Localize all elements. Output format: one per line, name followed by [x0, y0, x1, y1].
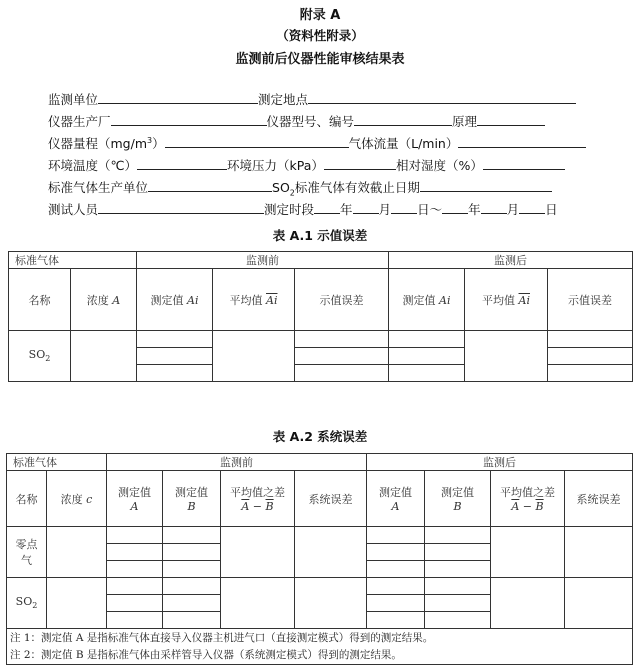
- t2-cell[interactable]: [425, 578, 491, 595]
- flow-label: 气体流量（L/min）: [348, 136, 459, 151]
- t1-cell[interactable]: [548, 331, 633, 348]
- t1-cell[interactable]: [389, 331, 465, 348]
- t1-cell[interactable]: [389, 365, 465, 382]
- field-row-1: [48, 90, 576, 108]
- t2-cell[interactable]: [107, 527, 163, 544]
- period-label: 测定时段: [264, 202, 315, 217]
- unit-blank[interactable]: [98, 92, 258, 104]
- site-blank[interactable]: [308, 92, 576, 104]
- t1-before-header: 监测前: [137, 252, 389, 269]
- range-label: 仪器量程（mg/m: [48, 136, 147, 151]
- t1-cell[interactable]: [295, 365, 389, 382]
- t2-conc-header: 浓度 c: [47, 471, 107, 527]
- t2-meas-b-before-header: 测定值 B: [163, 471, 221, 527]
- std-maker-label: 标准气体生产单位: [48, 180, 149, 195]
- principle-label: 原理: [452, 114, 478, 129]
- t1-cell[interactable]: [295, 331, 389, 348]
- form-title: 监测前后仪器性能审核结果表: [235, 52, 405, 67]
- t2-so2-cell: $SO_2$: [7, 578, 47, 629]
- site-label: 测定地点: [258, 92, 309, 107]
- t2-meas-a-after-header: 测定值 A: [367, 471, 425, 527]
- note-1: 注 1：测定值 A 是指标准气体直接导入仪器主机进气口（直接测定模式）得到的测定结果。: [10, 632, 434, 644]
- t2-sys-error-before-header: 系统误差: [295, 471, 367, 527]
- t2-avg-diff-after-header: 平均值之差 $\overline{A} - \overline{B}$: [491, 471, 565, 527]
- t2-cell[interactable]: [491, 527, 565, 578]
- t2-avg-diff-before-header: 平均值之差 $\overline{A} - \overline{B}$: [221, 471, 295, 527]
- t2-sys-error-after-header: 系统误差: [565, 471, 633, 527]
- t2-cell[interactable]: [425, 527, 491, 544]
- t1-measured-before-header: 测定值 Ai: [137, 269, 213, 331]
- t2-name-header: 名称: [7, 471, 47, 527]
- t2-before-header: 监测前: [107, 454, 367, 471]
- t2-cell[interactable]: [367, 595, 425, 612]
- flow-blank[interactable]: [458, 136, 586, 148]
- year2-label: 年: [468, 202, 481, 217]
- t1-error-before-header: 示值误差: [295, 269, 389, 331]
- t1-cell[interactable]: [137, 365, 213, 382]
- temp-blank[interactable]: [137, 158, 227, 170]
- t2-cell[interactable]: [107, 595, 163, 612]
- day2-blank[interactable]: [519, 202, 545, 214]
- t2-cell[interactable]: [367, 561, 425, 578]
- t2-cell[interactable]: [295, 578, 367, 629]
- model-blank[interactable]: [354, 114, 452, 126]
- year2-blank[interactable]: [442, 202, 468, 214]
- year-blank[interactable]: [314, 202, 340, 214]
- t1-cell[interactable]: [137, 331, 213, 348]
- t1-avg-after-header: 平均值 $\overline{Ai}$: [465, 269, 548, 331]
- temp-label: 环境温度（℃）: [48, 158, 138, 173]
- day2-label: 日: [545, 202, 558, 217]
- month-label: 月: [378, 202, 392, 217]
- t1-cell[interactable]: [548, 348, 633, 365]
- t2-cell[interactable]: [163, 612, 221, 629]
- t2-cell[interactable]: [163, 561, 221, 578]
- t2-cell[interactable]: [491, 578, 565, 629]
- table-a2-caption: 表 A.2 系统误差: [272, 429, 368, 444]
- so2-valid-blank[interactable]: [420, 180, 552, 192]
- t1-conc-header: 浓度 A: [71, 269, 137, 331]
- t2-cell[interactable]: [367, 578, 425, 595]
- humidity-blank[interactable]: [483, 158, 565, 170]
- pressure-blank[interactable]: [324, 158, 396, 170]
- t2-std-gas-header: 标准气体: [7, 454, 107, 471]
- t1-measured-after-header: 测定值 Ai: [389, 269, 465, 331]
- t2-cell[interactable]: [367, 544, 425, 561]
- appendix-type: （资料性附录）: [276, 28, 364, 43]
- t2-cell[interactable]: [107, 561, 163, 578]
- t2-meas-a-before-header: 测定值 A: [107, 471, 163, 527]
- pressure-label: 环境压力（kPa）: [227, 158, 324, 173]
- t1-cell[interactable]: [465, 331, 548, 382]
- tester-label: 测试人员: [48, 202, 99, 217]
- t1-error-after-header: 示值误差: [548, 269, 633, 331]
- t1-cell[interactable]: [137, 348, 213, 365]
- field-row-3: [48, 134, 586, 152]
- t2-cell[interactable]: [367, 527, 425, 544]
- note-2: 注 2：测定值 B 是指标准气体由采样管导入仪器（系统测定模式）得到的测定结果。: [10, 649, 402, 661]
- t2-zero-gas-cell: 零点 气: [7, 527, 47, 578]
- t1-cell[interactable]: [213, 331, 295, 382]
- t2-cell[interactable]: [107, 578, 163, 595]
- t2-cell[interactable]: [163, 544, 221, 561]
- t2-cell[interactable]: [163, 578, 221, 595]
- t1-cell[interactable]: [295, 348, 389, 365]
- model-label: 仪器型号、编号: [266, 114, 355, 129]
- humidity-label: 相对湿度（%）: [395, 158, 483, 173]
- tester-blank[interactable]: [98, 202, 264, 214]
- t2-cell[interactable]: [107, 544, 163, 561]
- std-maker-blank[interactable]: [148, 180, 272, 192]
- t2-cell[interactable]: [565, 527, 633, 578]
- t2-meas-b-after-header: 测定值 B: [425, 471, 491, 527]
- month2-blank[interactable]: [481, 202, 507, 214]
- t1-name-header: 名称: [9, 269, 71, 331]
- t1-std-gas-header: 标准气体: [9, 252, 137, 269]
- t1-so2-cell: $SO_2$: [9, 331, 71, 382]
- t1-cell[interactable]: [548, 365, 633, 382]
- t1-cell[interactable]: [389, 348, 465, 365]
- t2-cell[interactable]: [425, 544, 491, 561]
- day-label: 日～: [417, 202, 443, 217]
- manufacturer-label: 仪器生产厂: [48, 114, 111, 129]
- so2-valid-label: SO: [272, 180, 290, 195]
- t2-cell[interactable]: [107, 612, 163, 629]
- t2-cell[interactable]: [565, 578, 633, 629]
- t2-cell[interactable]: [163, 527, 221, 544]
- month2-label: 月: [506, 202, 520, 217]
- range-sup: 3: [147, 135, 153, 145]
- day-blank[interactable]: [391, 202, 417, 214]
- t2-cell[interactable]: [425, 612, 491, 629]
- field-row-6: [48, 200, 558, 218]
- t2-cell[interactable]: [221, 527, 295, 578]
- t1-after-header: 监测后: [389, 252, 633, 269]
- field-row-5: [48, 178, 552, 198]
- principle-blank[interactable]: [477, 114, 545, 126]
- table-a1-caption: 表 A.1 示值误差: [272, 228, 368, 243]
- t2-cell[interactable]: [367, 612, 425, 629]
- unit-label: 监测单位: [48, 92, 99, 107]
- range-end: ）: [152, 136, 165, 151]
- field-row-2: [48, 112, 545, 130]
- t1-avg-before-header: 平均值 $\overline{Ai}$: [213, 269, 295, 331]
- table-a1: [8, 251, 633, 382]
- so2-valid-label-b: 标准气体有效截止日期: [294, 180, 420, 195]
- appendix-title: 附录 A: [299, 8, 341, 23]
- so2-valid-sub: 2: [289, 188, 295, 198]
- t2-after-header: 监测后: [367, 454, 633, 471]
- t2-cell[interactable]: [425, 595, 491, 612]
- year-label: 年: [340, 202, 353, 217]
- month-blank[interactable]: [353, 202, 379, 214]
- t2-cell[interactable]: [47, 527, 107, 578]
- manufacturer-blank[interactable]: [111, 114, 267, 126]
- t2-cell[interactable]: [425, 561, 491, 578]
- t2-cell[interactable]: [221, 578, 295, 629]
- t2-cell[interactable]: [295, 527, 367, 578]
- field-row-4: [48, 156, 565, 174]
- t2-cell[interactable]: [47, 578, 107, 629]
- t2-cell[interactable]: [163, 595, 221, 612]
- range-blank[interactable]: [165, 136, 349, 148]
- t1-conc-cell[interactable]: [71, 331, 137, 382]
